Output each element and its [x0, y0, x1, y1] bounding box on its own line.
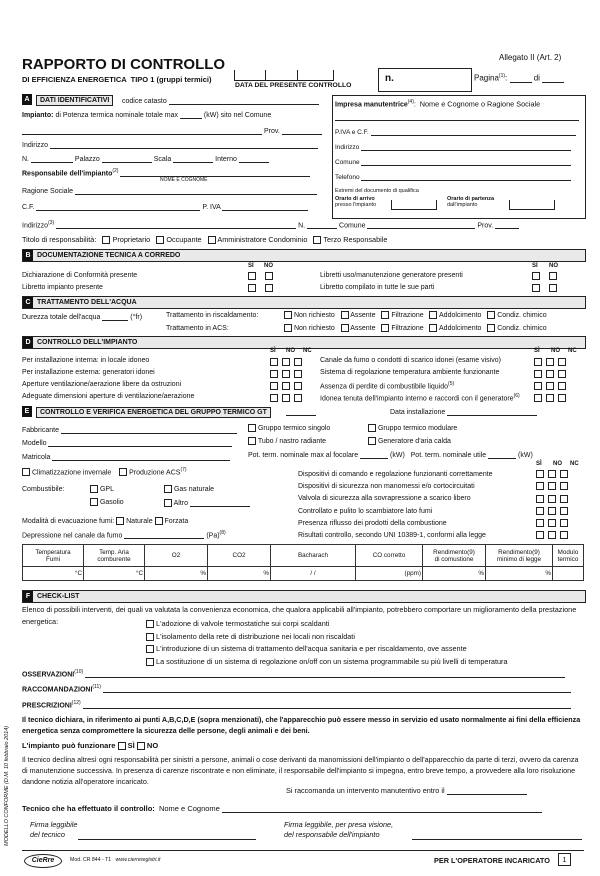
firma-responsabile-line[interactable]	[412, 831, 582, 840]
b-checkbox[interactable]	[248, 272, 256, 280]
e-checklist: Dispositivi di comando e regolazione funzionanti correttamente Dispositivi di sicurezza non manomessi e/o cortocircuitati Valvola di sicurezza alla sovrapressione a scarico libero Controllato e pulito lo scambiatore lato fumi Presenza riflusso dei prodotti della combustione Risultati controllo, secondo UNI 10389-1, conformi alla legge	[298, 471, 493, 540]
titolo-row: Titolo di responsabilità: Proprietario Occupante Amministratore Condominio Terzo Responsabile	[22, 235, 388, 244]
proprietario-checkbox[interactable]	[102, 236, 110, 244]
allegato-label: Allegato II (Art. 2)	[499, 53, 562, 62]
report-number-field[interactable]: n.	[378, 68, 472, 92]
form-subtitle: DI EFFICIENZA ENERGETICA TIPO 1 (gruppi termici)	[22, 75, 212, 84]
funziona-si-checkbox[interactable]	[118, 742, 126, 750]
page-counter: Pagina$^{(1)}$: di	[474, 73, 564, 83]
b-checkbox[interactable]	[265, 272, 273, 280]
e-checkboxes	[536, 469, 568, 542]
side-text: MODELLO CONFORME (D.M. 10 febbraio 2014)	[4, 725, 10, 846]
section-b-header: B DOCUMENTAZIONE TECNICA A CORREDO	[22, 249, 586, 262]
b-checkbox[interactable]	[532, 272, 540, 280]
b-item-right-1: Libretto compilato in tutte le sue parti	[320, 284, 435, 291]
c-acs-options: Non richiesto Assente Filtrazione Addolcimento Condiz. chimico	[284, 324, 547, 332]
date-label: DATA DEL PRESENTE CONTROLLO	[235, 82, 352, 89]
form-title: RAPPORTO DI CONTROLLO	[22, 56, 226, 73]
b-checkbox[interactable]	[265, 284, 273, 292]
cierre-logo: CieRre	[24, 854, 62, 868]
b-item-right-0: Libretti uso/manutenzione generatore presenti	[320, 272, 463, 279]
funziona-no-checkbox[interactable]	[137, 742, 145, 750]
section-e-header: E CONTROLLO E VERIFICA ENERGETICA DEL GRUPPO TERMICO GT	[22, 406, 322, 417]
b-checkbox[interactable]	[532, 284, 540, 292]
section-c-header: C TRATTAMENTO DELL'ACQUA	[22, 296, 586, 309]
b-checkbox[interactable]	[549, 272, 557, 280]
c-risc-options: Non richiesto Assente Filtrazione Addolcimento Condiz. chimico	[284, 311, 547, 319]
occupante-checkbox[interactable]	[156, 236, 164, 244]
d-left-checkboxes	[270, 357, 302, 405]
b-item-left-1: Libretto impianto presente	[22, 284, 103, 291]
b-checkbox[interactable]	[549, 284, 557, 292]
page-number: 1	[558, 853, 571, 866]
measurement-table: Temperatura Fumi Temp. Aria comburente O2 CO2 Bacharach CO corretto Rendimento(9) di comustione Rendimento(9) minimo di legge Modulo termico °C °C % % / / (ppm) % %	[22, 544, 584, 581]
date-field[interactable]	[234, 70, 334, 81]
arrivo-field[interactable]	[391, 200, 437, 210]
impresa-box: Impresa manutentrice$^{(4)}$: Nome e Cognome o Ragione Sociale P.IVA e C.F. Indirizzo Comune Telefono Estremi del documento di qualifica Orario di arrivo presso l'impianto Orario di partenza dall'impianto	[332, 95, 586, 219]
d-right-checkboxes	[534, 357, 566, 405]
section-a-header: A DATI IDENTIFICATIVI	[22, 94, 322, 105]
f-checklist: L'adozione di valvole termostatiche sui corpi scaldanti L'isolamento della rete di distribuzione nei locali non riscaldati L'introduzione di un sistema di trattamento dell'acqua sanitaria e per riscaldamento, ove assente La sostituzione di un sistema di regolazione on/off con un sistema programmabile su più livelli di temperatura	[146, 618, 508, 668]
terzo-checkbox[interactable]	[313, 236, 321, 244]
form-page: RAPPORTO DI CONTROLLO DI EFFICIENZA ENERGETICA TIPO 1 (gruppi termici) DATA DEL PRESENTE CONTROLLO Allegato II (Art. 2) n. Pagina$^{(1)}$: di A DATI IDENTIFICATIVI codice catasto Impianto: di Potenza termica nominale totale max (kW) sito nel Comune Prov. Indirizzo N. Palazzo Scala Interno Responsabile dell'impianto$^{(2)}$ NOME E COGNOME Ragione Sociale C.F. P. IVA Indirizzo$^{(3)}$ N. Comune Prov. Titolo di responsabilità: Proprietario Occupante Amministratore Condominio Terzo Responsabile Impresa manutentrice$^{(4)}$: Nome e Cognome o Ragione Sociale P.IVA e C.F. Indirizzo Comune Telefono Estremi del documento di qualifica Orario di arrivo presso l'impianto Orario di partenza dall'impianto B DOCUMENTAZIONE TECNICA A CORREDO SÌ NO SÌ NO Dichiarazione di Conformità presente Libretto impianto presente Libretti uso/manutenzione generatore presenti Libretto compilato in tutte le sue parti C TRATTAMENTO DELL'ACQUA Durezza totale dell'acqua (°fr) Trattamento in riscaldamento: Trattamento in ACS: Non richiesto Assente Filtrazione Addolcimento Condiz. chimico Non richiesto Assente Filtrazione Addolcimento Condiz. chimico D CONTROLLO DELL'IMPIANTO SÌ NO NC SÌ NO NC Per installazione interna: in locale idoneo Per installazione esterna: generatori idonei Aperture ventilazione/aerazione libere da ostruzioni Adeguate dimensioni aperture di ventilazione/aerazione Canale da fumo o condotti di scarico idonei (esame visivo) Sistema di regolazione temperatura ambiente funzionante Assenza di perdite di combustibile liquido$^{(5)}$ Idonea tenuta dell'impianto interno e raccordi con il generatore$^{(6)}$ E CONTROLLO E VERIFICA ENERGETICA DEL GRUPPO TERMICO GT Data installazione Fabbricante Modello Matricola Gruppo termico singolo Gruppo termico modulare Tubo / nastro radiante Generatore d'aria calda Pot. term. nominale max al focolare (kW) Pot. term. nominale utile (kW) Climatizzazione invernale Produzione ACS$^{(7)}$ Combustibile: GPL Gas naturale Gasolio Altro Modalità di evacuazione fumi: Naturale Forzata Depressione nel canale da fumo $(Pa)^{(8)}$ SÌ NO NC Dispositivi di comando e regolazione funzionanti correttamente Dispositivi di sicurezza non manomessi e/o cortocircuitati Valvola di sicurezza alla sovrapressione a scarico libero Controllato e pulito lo scambiatore lato fumi Presenza riflusso dei prodotti della combustione Risultati controllo, secondo UNI 10389-1, conformi alla legge Temperatura Fumi Temp. Aria comburente O2 CO2 Bacharach CO corretto Rendimento(9) di comustione Rendimento(9) minimo di legge Modulo termico °C °C % % / / (ppm) % % F CHECK-LIST Elenco di possibili interventi, dei quali va valutata la convenienza economica, che qualora applicabili all'impianto, potrebbero comportare un miglioramento della prestazione energetica: L'adozione di valvole termostatiche sui corpi scaldanti L'isolamento della rete di distribuzione nei locali non riscaldati L'introduzione di un sistema di trattamento dell'acqua sanitaria e per riscaldamento, ove assente La sostituzione di un sistema di regolazione on/off con un sistema programmabile su più livelli di temperatura OSSERVAZIONI$^{(10)}$ RACCOMANDAZIONI$^{(11)}$ PRESCRIZIONI$^{(12)}$ Il tecnico dichiara, in riferimento ai punti A,B,C,D,E (sopra menzionati), che l'apparecchio può essere messo in servizio ed usato normalmente ai fini della efficienza energetica senza compromettere la sicurezza delle persone, degli animali e dei beni. L'impianto può funzionare SÌ NO Il tecnico declina altresì ogni responsabilità per sinistri a persone, animali o cose derivanti da manomissioni dell'impianto o dell'apparecchio da parte di terzi, ovvero da carenza di manutenzione successiva. In presenza di carenze riscontrate e non eliminate, il responsabile dell'impianto si impegna, entro breve tempo, a provvedere alla loro risoluzione dandone notizia all'operatore incaricato. Si raccomanda un intervento manutentivo entro il Tecnico che ha effettuato il controllo: Nome e Cognome Firma leggibile del tecnico Firma leggibile, per presa visione, del responsabile dell'impianto CieRre Mod. CR 844 - T1 www.cierreregistri.it PER L'OPERATORE INCARICATO 1	[22, 44, 584, 868]
partenza-field[interactable]	[509, 200, 555, 210]
section-f-header: F CHECK-LIST	[22, 590, 586, 603]
b-checkbox[interactable]	[248, 284, 256, 292]
firma-tecnico-line[interactable]	[78, 831, 256, 840]
b-item-left-0: Dichiarazione di Conformità presente	[22, 272, 138, 279]
amministratore-checkbox[interactable]	[208, 236, 216, 244]
section-d-header: D CONTROLLO DELL'IMPIANTO	[22, 336, 586, 349]
